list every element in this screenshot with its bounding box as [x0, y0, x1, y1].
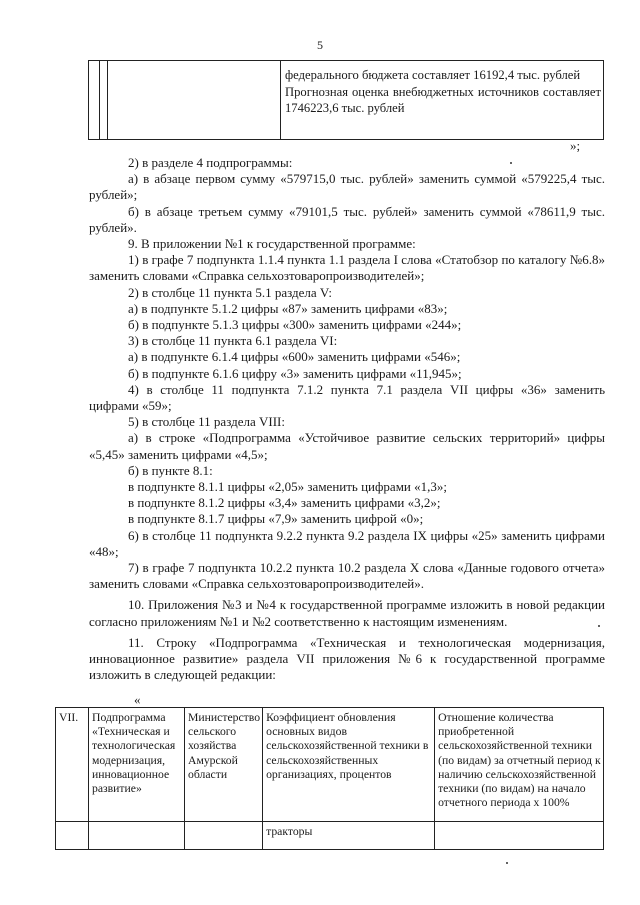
empty-cell: [435, 822, 604, 850]
top-table-cell-3: [108, 61, 281, 140]
paragraph: 5) в столбце 11 раздела VIII:: [128, 414, 285, 430]
top-table-cell-text: [281, 61, 604, 140]
paragraph: а) в подпункте 6.1.4 цифры «600» заменить цифрами «546»;: [128, 349, 461, 365]
body-text: [89, 155, 605, 684]
closing-quote: »;: [570, 138, 581, 153]
paragraph: 9. В приложении №1 к государственной программе:: [128, 236, 416, 252]
empty-cell: [56, 822, 89, 850]
bottom-table: [55, 707, 604, 850]
top-table-line-1: федерального бюджета составляет 16192,4 тыс. рублей: [285, 68, 581, 82]
paragraph: а) в абзаце первом сумму «579715,0 тыс. рублей» заменить суммой «579225,4 тыс. рублей»;: [89, 171, 605, 203]
paragraph: б) в пункте 8.1:: [128, 462, 213, 478]
indicator-name: Коэффициент обновления основных видов сельскохозяйственной техники в сельскохозяйственных организациях, процентов: [263, 708, 435, 822]
paragraph: 1) в графе 7 подпункта 1.1.4 пункта 1.1 раздела I слова «Статобзор по каталогу №6.8» заменить словами «Справка сельхозтоваропроизводителей»;: [89, 252, 605, 284]
scan-speck: [506, 862, 508, 864]
paragraph: б) в подпункте 6.1.6 цифру «3» заменить цифрами «11,945»;: [128, 365, 462, 381]
calculation-method: Отношение количества приобретенной сельскохозяйственной техники (по видам) за отчетный период к наличию сельскохозяйственной техники (по видам) на начало отчетного периода х 100%: [435, 708, 604, 822]
top-table: [88, 60, 604, 140]
paragraph: б) в подпункте 5.1.3 цифры «300» заменить цифрами «244»;: [128, 317, 462, 333]
responsible-ministry: Министерство сельского хозяйства Амурской области: [185, 708, 263, 822]
paragraph: 2) в разделе 4 подпрограммы:: [128, 155, 293, 170]
paragraph: 7) в графе 7 подпункта 10.2.2 пункта 10.2 раздела X слова «Данные годового отчета» заменить словами «Справка сельхозтоваропроизводителей».: [89, 560, 605, 592]
paragraph: 4) в столбце 11 подпункта 7.1.2 пункта 7.1 раздела VII цифры «36» заменить цифрами «59»;: [89, 381, 605, 414]
paragraph: а) в строке «Подпрограмма «Устойчивое развитие сельских территорий» цифры «5,45» заменить цифрами «4,5»;: [89, 430, 605, 462]
top-table-line-2: Прогнозная оценка внебюджетных источников составляет 1746223,6 тыс. рублей: [285, 84, 601, 115]
paragraph: в подпункте 8.1.7 цифры «7,9» заменить цифрой «0»;: [128, 511, 424, 527]
empty-cell: [185, 822, 263, 850]
page-number: 5: [317, 38, 323, 52]
paragraph: а) в подпункте 5.1.2 цифры «87» заменить цифрами «83»;: [128, 300, 448, 316]
paragraph: 6) в столбце 11 подпункта 9.2.2 пункта 9.2 раздела IX цифры «25» заменить цифрами «48»;: [89, 527, 605, 559]
paragraph: в подпункте 8.1.2 цифры «3,4» заменить цифрами «3,2»;: [128, 495, 441, 511]
top-table-cell-1: [89, 61, 100, 140]
paragraph: в подпункте 8.1.1 цифры «2,05» заменить цифрами «1,3»;: [128, 479, 447, 495]
row-number: VII.: [56, 708, 89, 822]
paragraph: 10. Приложения №3 и №4 к государственной программе изложить в новой редакции согласно приложениям №1 и №2 соответственно к настоящим изменениям.: [89, 597, 605, 629]
paragraph: б) в абзаце третьем сумму «79101,5 тыс. рублей» заменить суммой «78611,9 тыс. рублей».: [89, 203, 605, 235]
scan-speck: [598, 625, 600, 627]
scan-speck: [510, 162, 512, 164]
indicator-name: тракторы: [263, 822, 435, 850]
program-name: Подпрограмма «Техническая и технологическая модернизация, инновационное развитие»: [89, 708, 185, 822]
opening-quote: «: [134, 692, 141, 707]
paragraph: 11. Строку «Подпрограмма «Техническая и технологическая модернизация, инновационное развитие» раздела VII приложения №6 к государственной программе изложить в следующей редакции:: [89, 634, 605, 683]
paragraph: 2) в столбце 11 пункта 5.1 раздела V:: [128, 284, 332, 300]
top-table-cell-2: [100, 61, 108, 140]
paragraph: 3) в столбце 11 пункта 6.1 раздела VI:: [128, 333, 338, 349]
empty-cell: [89, 822, 185, 850]
